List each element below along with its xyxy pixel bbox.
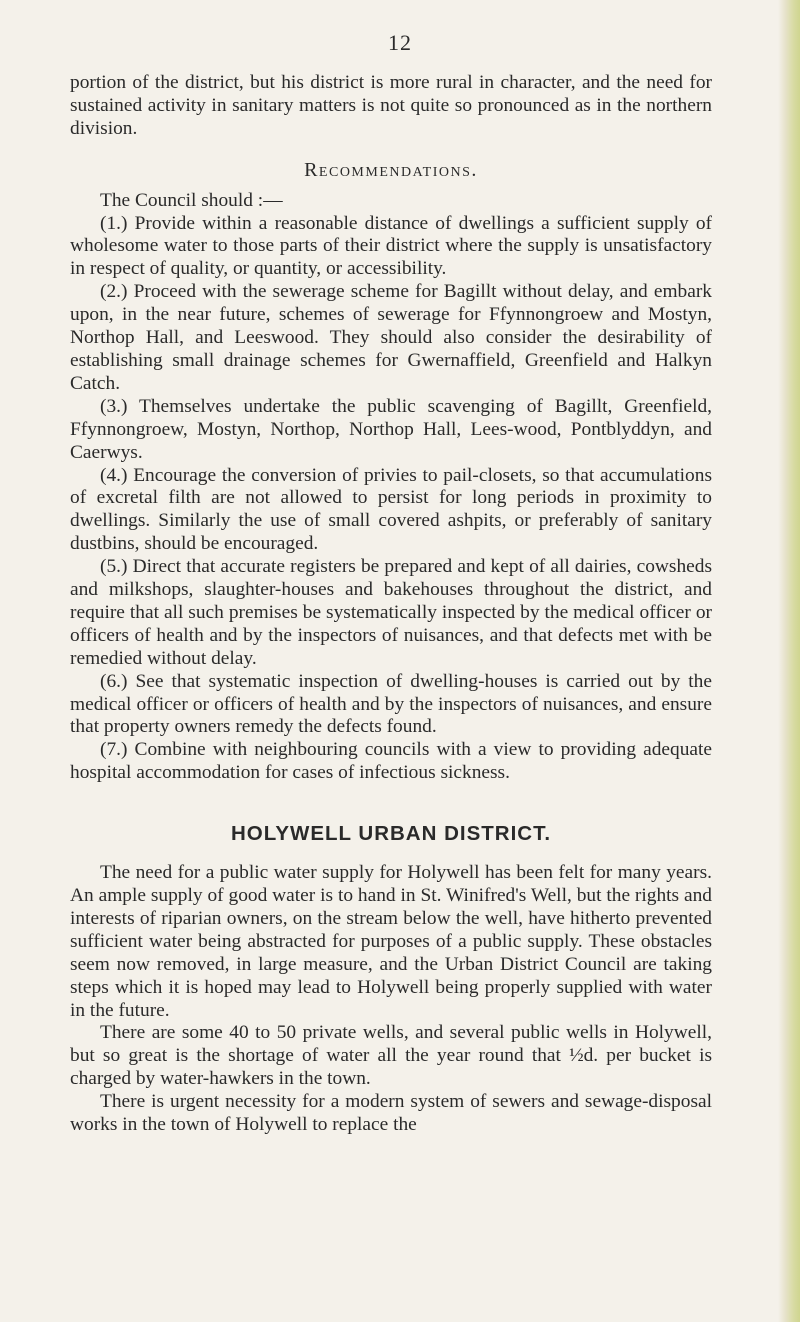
holywell-paragraph: There are some 40 to 50 private wells, and several public wells in Holywell, but so great is the shortage of water all the year round that ½d. per bucket is charged by water-hawkers in the town. <box>70 1022 712 1090</box>
recommendation-item: (1.) Provide within a reasonable distance of dwellings a sufficient supply of wholesome water to those parts of their district where the supply is unsatisfactory in respect of quality, or quantity, or accessibility. <box>70 212 712 280</box>
holywell-heading: HOLYWELL URBAN DISTRICT. <box>230 822 552 846</box>
holywell-paragraph: There is urgent necessity for a modern system of sewers and sewage-disposal works in the town of Holywell to replace the <box>70 1091 712 1136</box>
page-number: 12 <box>388 30 412 55</box>
recommendations-heading: Recommendations. <box>304 158 478 181</box>
recommendation-item: (7.) Combine with neighbouring councils with a view to providing adequate hospital accommodation for cases of infectious sickness. <box>70 739 712 784</box>
recommendation-item: (2.) Proceed with the sewerage scheme for Bagillt without delay, and embark upon, in the near future, schemes of sewerage for Ffynnongroew and Mostyn, Northop Hall, and Leeswood. They should also consider the desirability of establishing small drainage schemes for Gwernaffield, Greenfield and Halkyn Catch. <box>70 281 712 394</box>
recommendation-item: (5.) Direct that accurate registers be prepared and kept of all dairies, cowsheds and milkshops, slaughter-houses and bakehouses throughout the district, and require that all such premises be systematically inspected by the medical officer or officers of health and by the inspectors of nuisances, and that defects met with be remedied without delay. <box>70 556 712 669</box>
recommendation-item: (4.) Encourage the conversion of privies to pail-closets, so that accumulations of excretal filth are not allowed to persist for long periods in proximity to dwellings. Similarly the use of small covered ashpits, or preferably of sanitary dustbins, should be encouraged. <box>70 464 712 555</box>
recommendation-item: (6.) See that systematic inspection of dwelling-houses is carried out by the medical officer or officers of health and by the inspectors of nuisances, and ensure that property owners remedy the defects found. <box>70 670 712 738</box>
intro-paragraph: portion of the district, but his district is more rural in character, and the need for sustained activity in sanitary matters is not quite so pronounced as in the northern division. <box>70 72 712 139</box>
page-edge <box>778 0 800 1322</box>
page-content <box>70 72 712 1137</box>
recommendation-item: (3.) Themselves undertake the public scavenging of Bagillt, Greenfield, Ffynnongroew, Mostyn, Northop, Northop Hall, Lees-wood, Pontblyddyn, and Caerwys. <box>70 395 712 463</box>
holywell-paragraph: The need for a public water supply for Holywell has been felt for many years. An ample supply of good water is to hand in St. Winifred's Well, but the rights and interests of riparian owners, on the stream below the well, have hitherto prevented sufficient water being abstracted for purposes of a public supply. These obstacles seem now removed, in large measure, and the Urban District Council are taking steps which it is hoped may lead to Holywell being properly supplied with water in the future. <box>70 862 712 1021</box>
recommendations-lead: The Council should :— <box>100 189 283 211</box>
